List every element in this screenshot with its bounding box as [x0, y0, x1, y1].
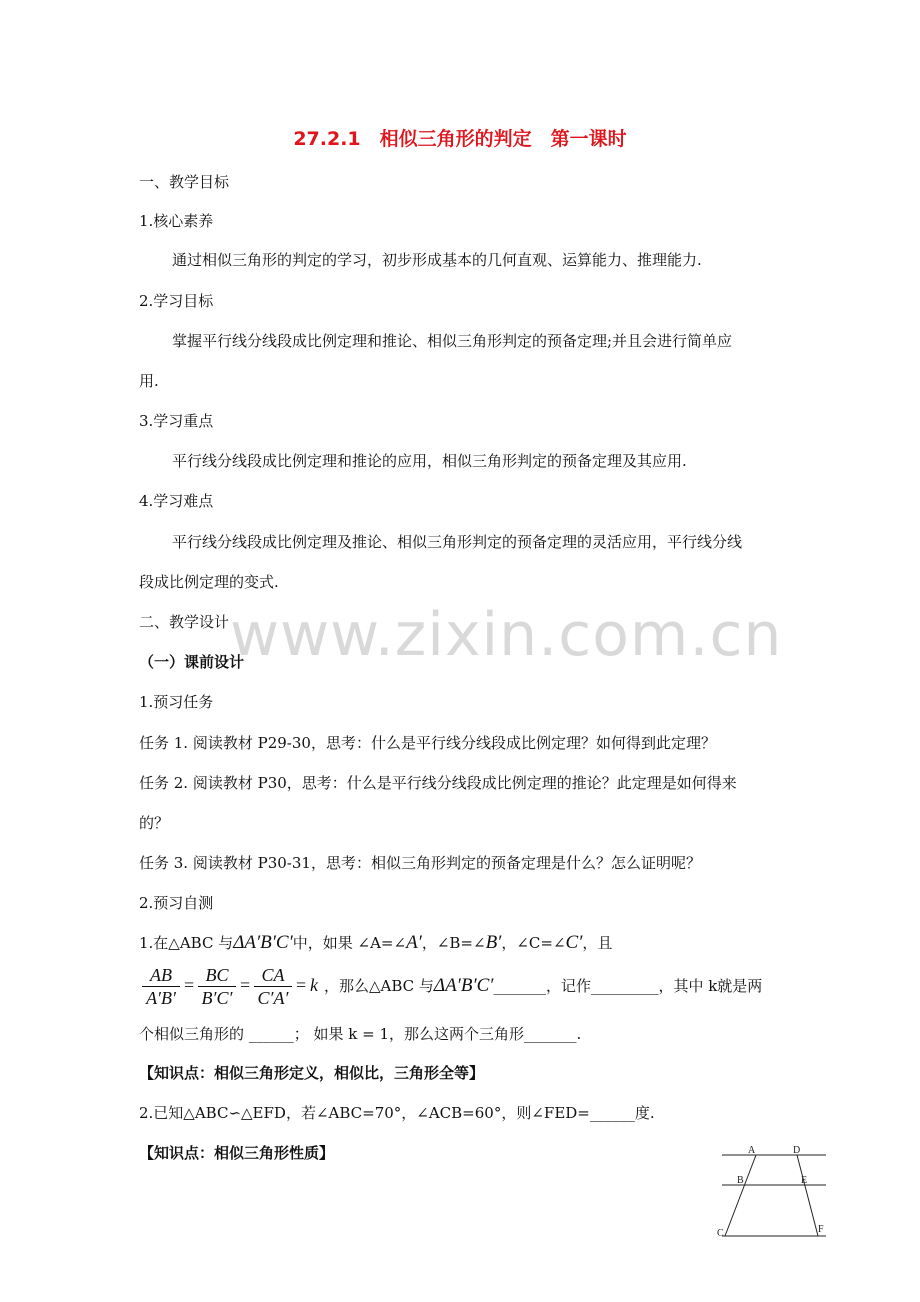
q1-text-g: ，那么△ABC 与 [324, 977, 434, 995]
fraction-ab [142, 964, 180, 1009]
q1-text-d: ，∠C=∠ [501, 934, 566, 952]
paragraph-key-points: 平行线分线段成比例定理和推论的应用，相似三角形判定的预备定理及其应用. [172, 452, 687, 470]
paragraph-learning-goals-line1: 掌握平行线分线段成比例定理和推论、相似三角形判定的预备定理;并且会进行简单应 [172, 332, 733, 350]
paragraph-core-literacy: 通过相似三角形的判定的学习，初步形成基本的几何直观、运算能力、推理能力. [172, 251, 702, 269]
equals-sign: = [240, 975, 251, 995]
transversal-left [725, 1155, 756, 1236]
transversal-right [797, 1155, 818, 1236]
section-heading-goals: 一、教学目标 [139, 173, 230, 191]
paragraph-learning-goals-line2: 用. [139, 372, 159, 390]
triangle-prime-symbol: ΔA′B′C′ [233, 932, 293, 953]
fraction-ca-denominator: C′A′ [257, 988, 289, 1008]
knowledge-point-1: 【知识点：相似三角形定义，相似比，三角形全等】 [139, 1064, 485, 1082]
q1-text-e: ，且 [582, 934, 613, 952]
equals-sign: = [184, 975, 195, 995]
heading-preview-tasks: 1.预习任务 [139, 693, 214, 711]
fraction-bc-denominator: B′C′ [201, 988, 233, 1008]
question-1-line3: 个相似三角形的 ______； 如果 k = 1，那么这两个三角形_______. [139, 1025, 582, 1043]
document-title: 27.2.1 相似三角形的判定 第一课时 [293, 128, 627, 150]
question-1-line1 [139, 933, 612, 953]
q1-text-b: 中，如果 ∠A=∠ [292, 934, 407, 952]
question-2: 2.已知△ABC∽△EFD，若∠ABC=70°，∠ACB=60°，则∠FED=______度. [139, 1104, 655, 1122]
point-label-a: A [748, 1145, 756, 1156]
heading-learning-goals: 2.学习目标 [139, 292, 214, 310]
task-3: 任务 3. 阅读教材 P30-31，思考：相似三角形判定的预备定理是什么？怎么证明呢？ [139, 854, 701, 872]
point-label-e: E [801, 1175, 808, 1186]
angle-a-prime: A′ [406, 932, 422, 953]
equals-sign: = [296, 975, 307, 995]
question-1-line2 [324, 976, 762, 996]
point-label-b: B [737, 1175, 744, 1186]
section-heading-design: 二、教学设计 [139, 613, 230, 631]
fraction-ab-denominator: A′B′ [146, 988, 176, 1008]
q1-text-a: 1.在△ABC 与 [139, 934, 234, 952]
fraction-ca-numerator: CA [261, 965, 285, 985]
task-1: 任务 1. 阅读教材 P29-30，思考：什么是平行线分线段成比例定理？如何得到此定理？ [139, 734, 716, 752]
heading-core-literacy: 1.核心素养 [139, 212, 214, 230]
fraction-bc-numerator: BC [205, 965, 229, 985]
knowledge-point-2: 【知识点：相似三角形性质】 [139, 1144, 335, 1162]
angle-b-prime: B′ [485, 932, 502, 953]
heading-self-test: 2.预习自测 [139, 894, 214, 912]
angle-c-prime: C′ [565, 932, 583, 953]
paragraph-difficulties-line2: 段成比例定理的变式. [139, 573, 279, 591]
fraction-ab-numerator: AB [150, 965, 172, 985]
fraction-bc [198, 964, 236, 1009]
ratio-k: k [310, 975, 318, 995]
watermark: www.zixin.com.cn [230, 600, 783, 670]
point-label-f: F [818, 1224, 824, 1235]
q1-text-c: ，∠B=∠ [421, 934, 486, 952]
q1-text-h: _______，记作_________，其中 k就是两 [493, 977, 763, 995]
heading-difficulties: 4.学习难点 [139, 492, 214, 510]
heading-key-points: 3.学习重点 [139, 412, 214, 430]
parallel-lines-figure [708, 1142, 830, 1244]
point-label-c: C [717, 1228, 724, 1239]
paragraph-difficulties-line1: 平行线分线段成比例定理及推论、相似三角形判定的预备定理的灵活应用，平行线分线 [172, 533, 743, 551]
point-label-d: D [793, 1145, 801, 1156]
fraction-ca [254, 964, 292, 1009]
task-2-line1: 任务 2. 阅读教材 P30，思考：什么是平行线分线段成比例定理的推论？此定理是如何得来 [139, 774, 737, 792]
task-2-line2: 的？ [139, 814, 170, 832]
subsection-heading-pre-class: （一）课前设计 [139, 653, 245, 671]
triangle-prime-symbol-2: ΔA′B′C′ [433, 975, 494, 996]
